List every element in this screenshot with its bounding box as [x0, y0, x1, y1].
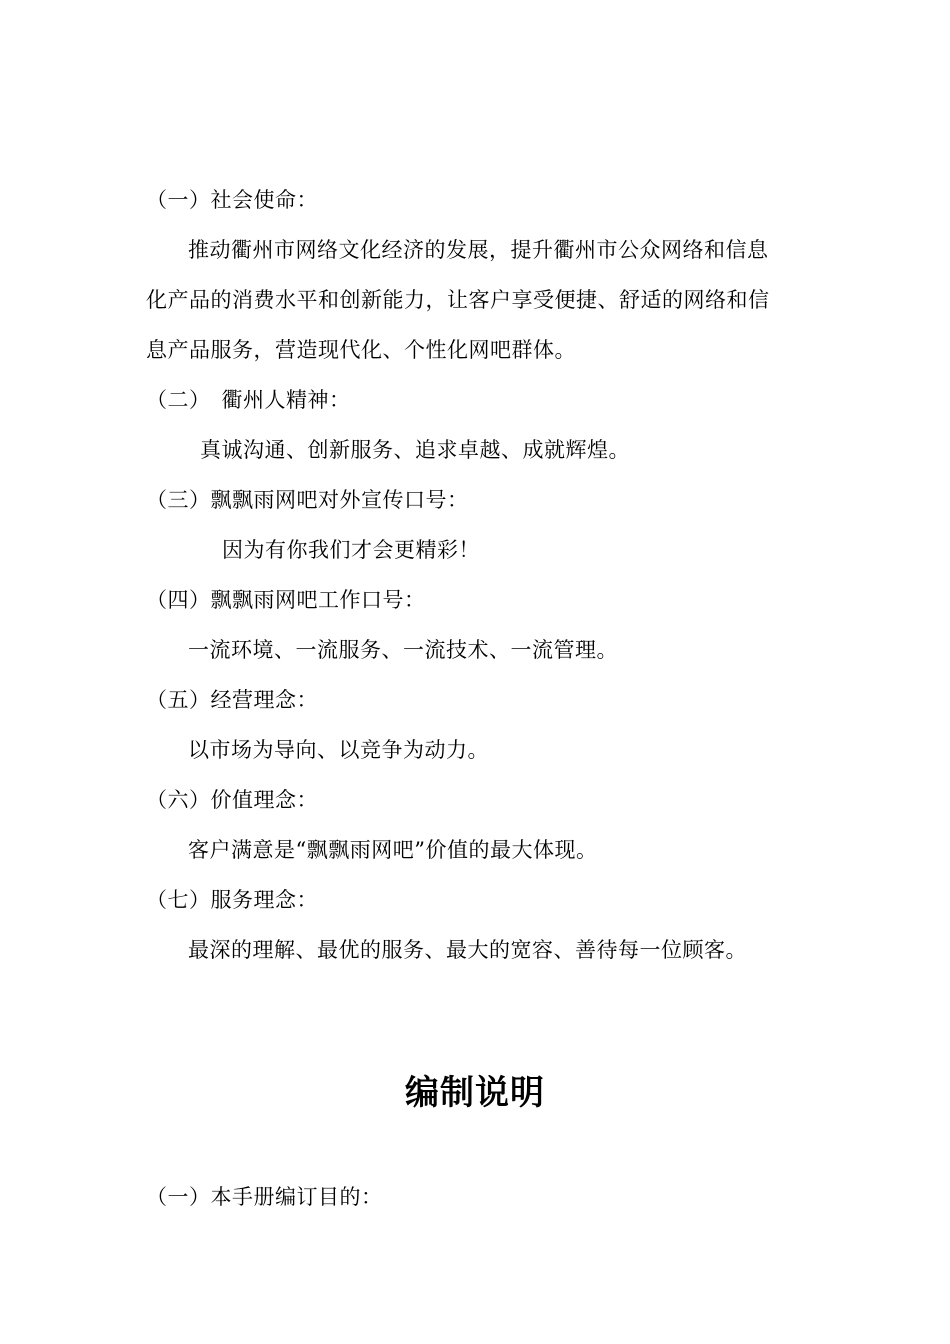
section-title: 编制说明 — [405, 1073, 545, 1113]
paragraph-work-slogan: 一流环境、一流服务、一流技术、一流管理。 — [188, 638, 618, 662]
heading-work-slogan: （四）飘飘雨网吧工作口号： — [146, 588, 426, 612]
paragraph-value-philosophy: 客户满意是“飘飘雨网吧”价值的最大体现。 — [188, 838, 598, 862]
heading-manual-purpose: （一）本手册编订目的： — [146, 1185, 383, 1209]
heading-external-slogan: （三）飘飘雨网吧对外宣传口号： — [146, 488, 469, 512]
paragraph-spirit: 真诚沟通、创新服务、追求卓越、成就辉煌。 — [200, 438, 630, 462]
paragraph-external-slogan: 因为有你我们才会更精彩！ — [222, 538, 480, 562]
heading-business-philosophy: （五）经营理念： — [146, 688, 318, 712]
heading-service-philosophy: （七）服务理念： — [146, 888, 318, 912]
paragraph-business-philosophy: 以市场为导向、以竞争为动力。 — [188, 738, 489, 762]
heading-value-philosophy: （六）价值理念： — [146, 788, 318, 812]
paragraph-service-philosophy: 最深的理解、最优的服务、最大的宽容、善待每一位顾客。 — [188, 938, 747, 962]
heading-social-mission: （一）社会使命： — [146, 188, 318, 212]
paragraph-mission-line-1: 推动衢州市网络文化经济的发展，提升衢州市公众网络和信息 — [188, 238, 769, 262]
paragraph-mission-line-3: 息产品服务，营造现代化、个性化网吧群体。 — [146, 338, 576, 362]
heading-spirit: （二） 衢州人精神： — [146, 388, 351, 412]
paragraph-mission-line-2: 化产品的消费水平和创新能力，让客户享受便捷、舒适的网络和信 — [146, 288, 770, 312]
